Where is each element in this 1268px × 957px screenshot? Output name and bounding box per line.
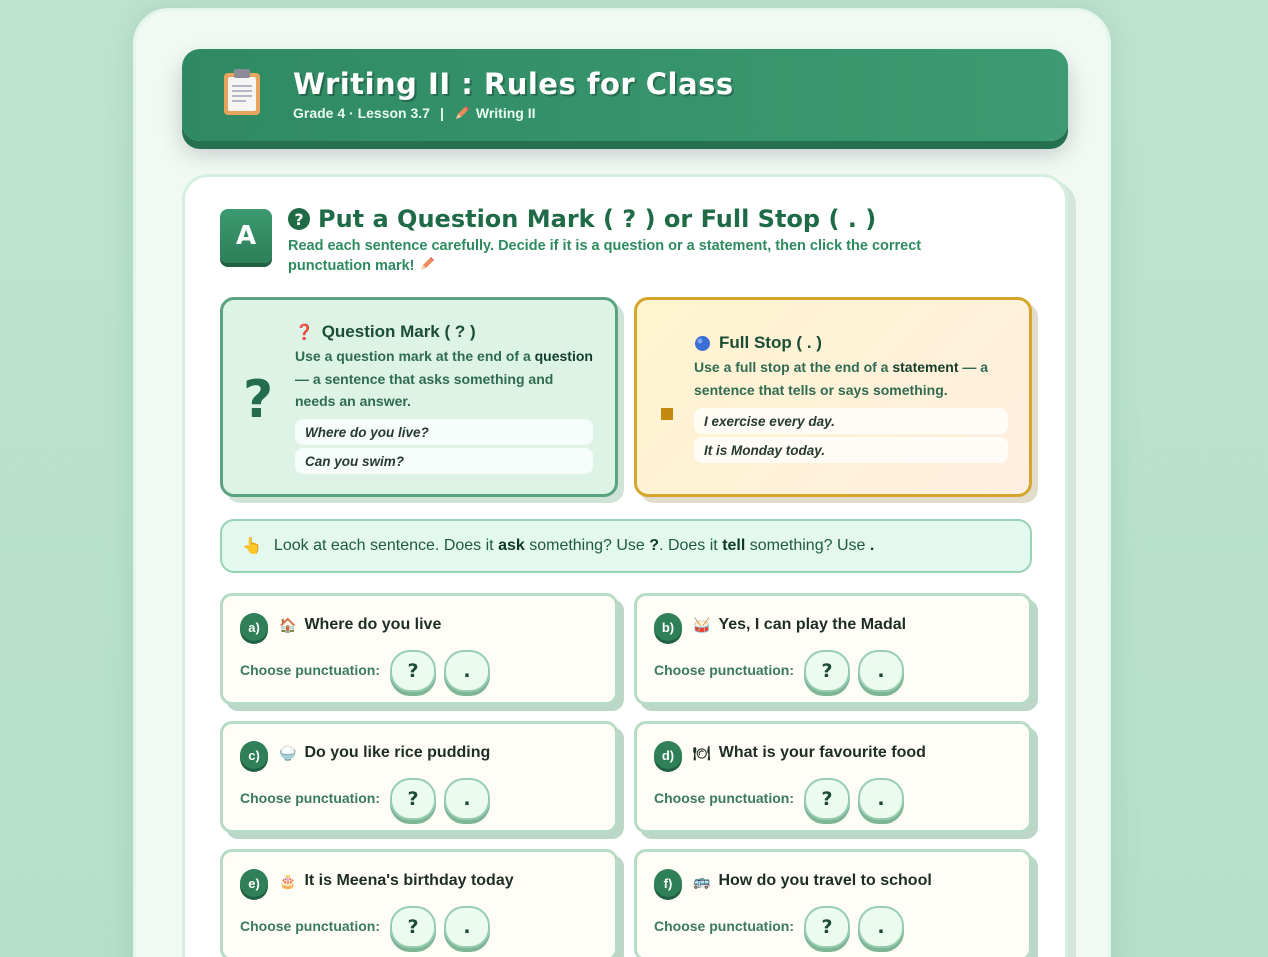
- cake-icon: 🎂: [279, 872, 297, 889]
- lesson-header: [182, 49, 1068, 141]
- full-stop-button[interactable]: .: [444, 650, 490, 692]
- fullstop-example: It is Monday today.: [694, 437, 1008, 463]
- fullstop-rule-bold: statement: [892, 359, 959, 375]
- pencil-icon: [419, 256, 435, 272]
- lesson-subtitle: [293, 105, 536, 121]
- fullstop-rule-title: [694, 333, 822, 353]
- question-badge: b): [654, 613, 682, 641]
- page-title: Writing II : Rules for Class: [293, 67, 734, 101]
- choose-label: Choose punctuation:: [240, 790, 380, 806]
- square-dot-icon: [661, 408, 673, 420]
- fullstop-rule-text-2: — a sentence that tells or says something.: [694, 359, 989, 398]
- question-sentence: [693, 744, 926, 762]
- subtitle-separator: |: [439, 105, 444, 121]
- question-badge: a): [240, 613, 268, 641]
- page-container: [133, 8, 1111, 957]
- question-card: [220, 721, 618, 833]
- choose-label: Choose punctuation:: [654, 918, 794, 934]
- fullstop-rule-text-1: Use a full stop at the end of a: [694, 359, 893, 375]
- question-rule-title-text: Question Mark ( ? ): [321, 322, 476, 341]
- question-mark-button[interactable]: ?: [390, 650, 436, 692]
- section-title-text: Put a Question Mark ( ? ) or Full Stop ( . ): [318, 205, 877, 233]
- question-sentence-text: Do you like rice pudding: [304, 744, 491, 761]
- clipboard-icon: [222, 67, 262, 117]
- tip-banner: [220, 519, 1032, 573]
- rice-icon: 🍚: [279, 744, 297, 761]
- question-rule-text-1: Use a question mark at the end of a: [295, 348, 535, 364]
- question-sentence-text: Where do you live: [304, 616, 442, 633]
- question-badge: e): [240, 869, 268, 897]
- question-sentence: [279, 744, 490, 762]
- question-sentence-text: Yes, I can play the Madal: [718, 616, 907, 633]
- full-stop-button[interactable]: .: [858, 778, 904, 820]
- grade-lesson: Grade 4 · Lesson 3.7: [293, 105, 430, 121]
- question-example: Where do you live?: [295, 419, 593, 445]
- question-sentence-text: It is Meena's birthday today: [304, 872, 514, 889]
- question-card: [634, 593, 1032, 705]
- question-mark-button[interactable]: ?: [390, 778, 436, 820]
- house-icon: 🏠: [279, 616, 297, 633]
- question-mark-button[interactable]: ?: [804, 906, 850, 948]
- question-sentence-text: How do you travel to school: [718, 872, 932, 889]
- question-rule-title: [295, 322, 476, 342]
- question-mark-button[interactable]: ?: [390, 906, 436, 948]
- fullstop-example: I exercise every day.: [694, 408, 1008, 434]
- full-stop-button[interactable]: .: [858, 650, 904, 692]
- full-stop-button[interactable]: .: [858, 906, 904, 948]
- choose-label: Choose punctuation:: [654, 790, 794, 806]
- section-title: [288, 205, 876, 233]
- section-badge: A: [220, 209, 272, 263]
- choose-label: Choose punctuation:: [240, 918, 380, 934]
- question-sentence-text: What is your favourite food: [718, 744, 926, 761]
- section-description: [288, 236, 988, 276]
- question-sentence: [693, 616, 906, 634]
- question-rule-text: [295, 345, 595, 413]
- blue-circle-icon: [694, 335, 711, 352]
- full-stop-button[interactable]: .: [444, 778, 490, 820]
- question-card: [220, 593, 618, 705]
- question-sentence: [279, 872, 514, 890]
- question-example: Can you swim?: [295, 448, 593, 474]
- bus-icon: 🚌: [693, 872, 711, 889]
- subject-label: Writing II: [475, 105, 536, 121]
- exercise-card: [182, 174, 1068, 957]
- question-sentence: [693, 872, 932, 890]
- fullstop-rule-title-text: Full Stop ( . ): [719, 333, 822, 352]
- pencil-icon: [454, 105, 470, 121]
- question-card: [634, 721, 1032, 833]
- question-mark-rule: [220, 297, 618, 497]
- question-badge: d): [654, 741, 682, 769]
- full-stop-button[interactable]: .: [444, 906, 490, 948]
- question-badge: f): [654, 869, 682, 897]
- red-question-icon: ❓: [295, 324, 314, 341]
- choose-label: Choose punctuation:: [654, 662, 794, 678]
- question-rule-text-2: — a sentence that asks something and needs an answer.: [295, 370, 554, 409]
- tip-text: Look at each sentence. Does it ask something? Use ?. Does it tell something? Use .: [273, 537, 875, 554]
- fullstop-rule-text: [694, 356, 1012, 401]
- question-mark-button[interactable]: ?: [804, 778, 850, 820]
- question-card: [220, 849, 618, 957]
- question-circle-icon: ?: [288, 208, 310, 230]
- question-rule-bold: question: [534, 348, 593, 364]
- question-badge: c): [240, 741, 268, 769]
- section-description-text: Read each sentence carefully. Decide if it is a question or a statement, then click the correct punctuation mark!: [288, 238, 922, 274]
- question-card: [634, 849, 1032, 957]
- question-mark-button[interactable]: ?: [804, 650, 850, 692]
- big-question-mark: ?: [243, 370, 274, 430]
- pointing-hand-icon: 👆: [242, 538, 262, 555]
- choose-label: Choose punctuation:: [240, 662, 380, 678]
- question-sentence: [279, 616, 441, 634]
- full-stop-rule: [634, 297, 1032, 497]
- drum-icon: 🥁: [693, 616, 711, 633]
- plate-icon: 🍽: [693, 744, 711, 761]
